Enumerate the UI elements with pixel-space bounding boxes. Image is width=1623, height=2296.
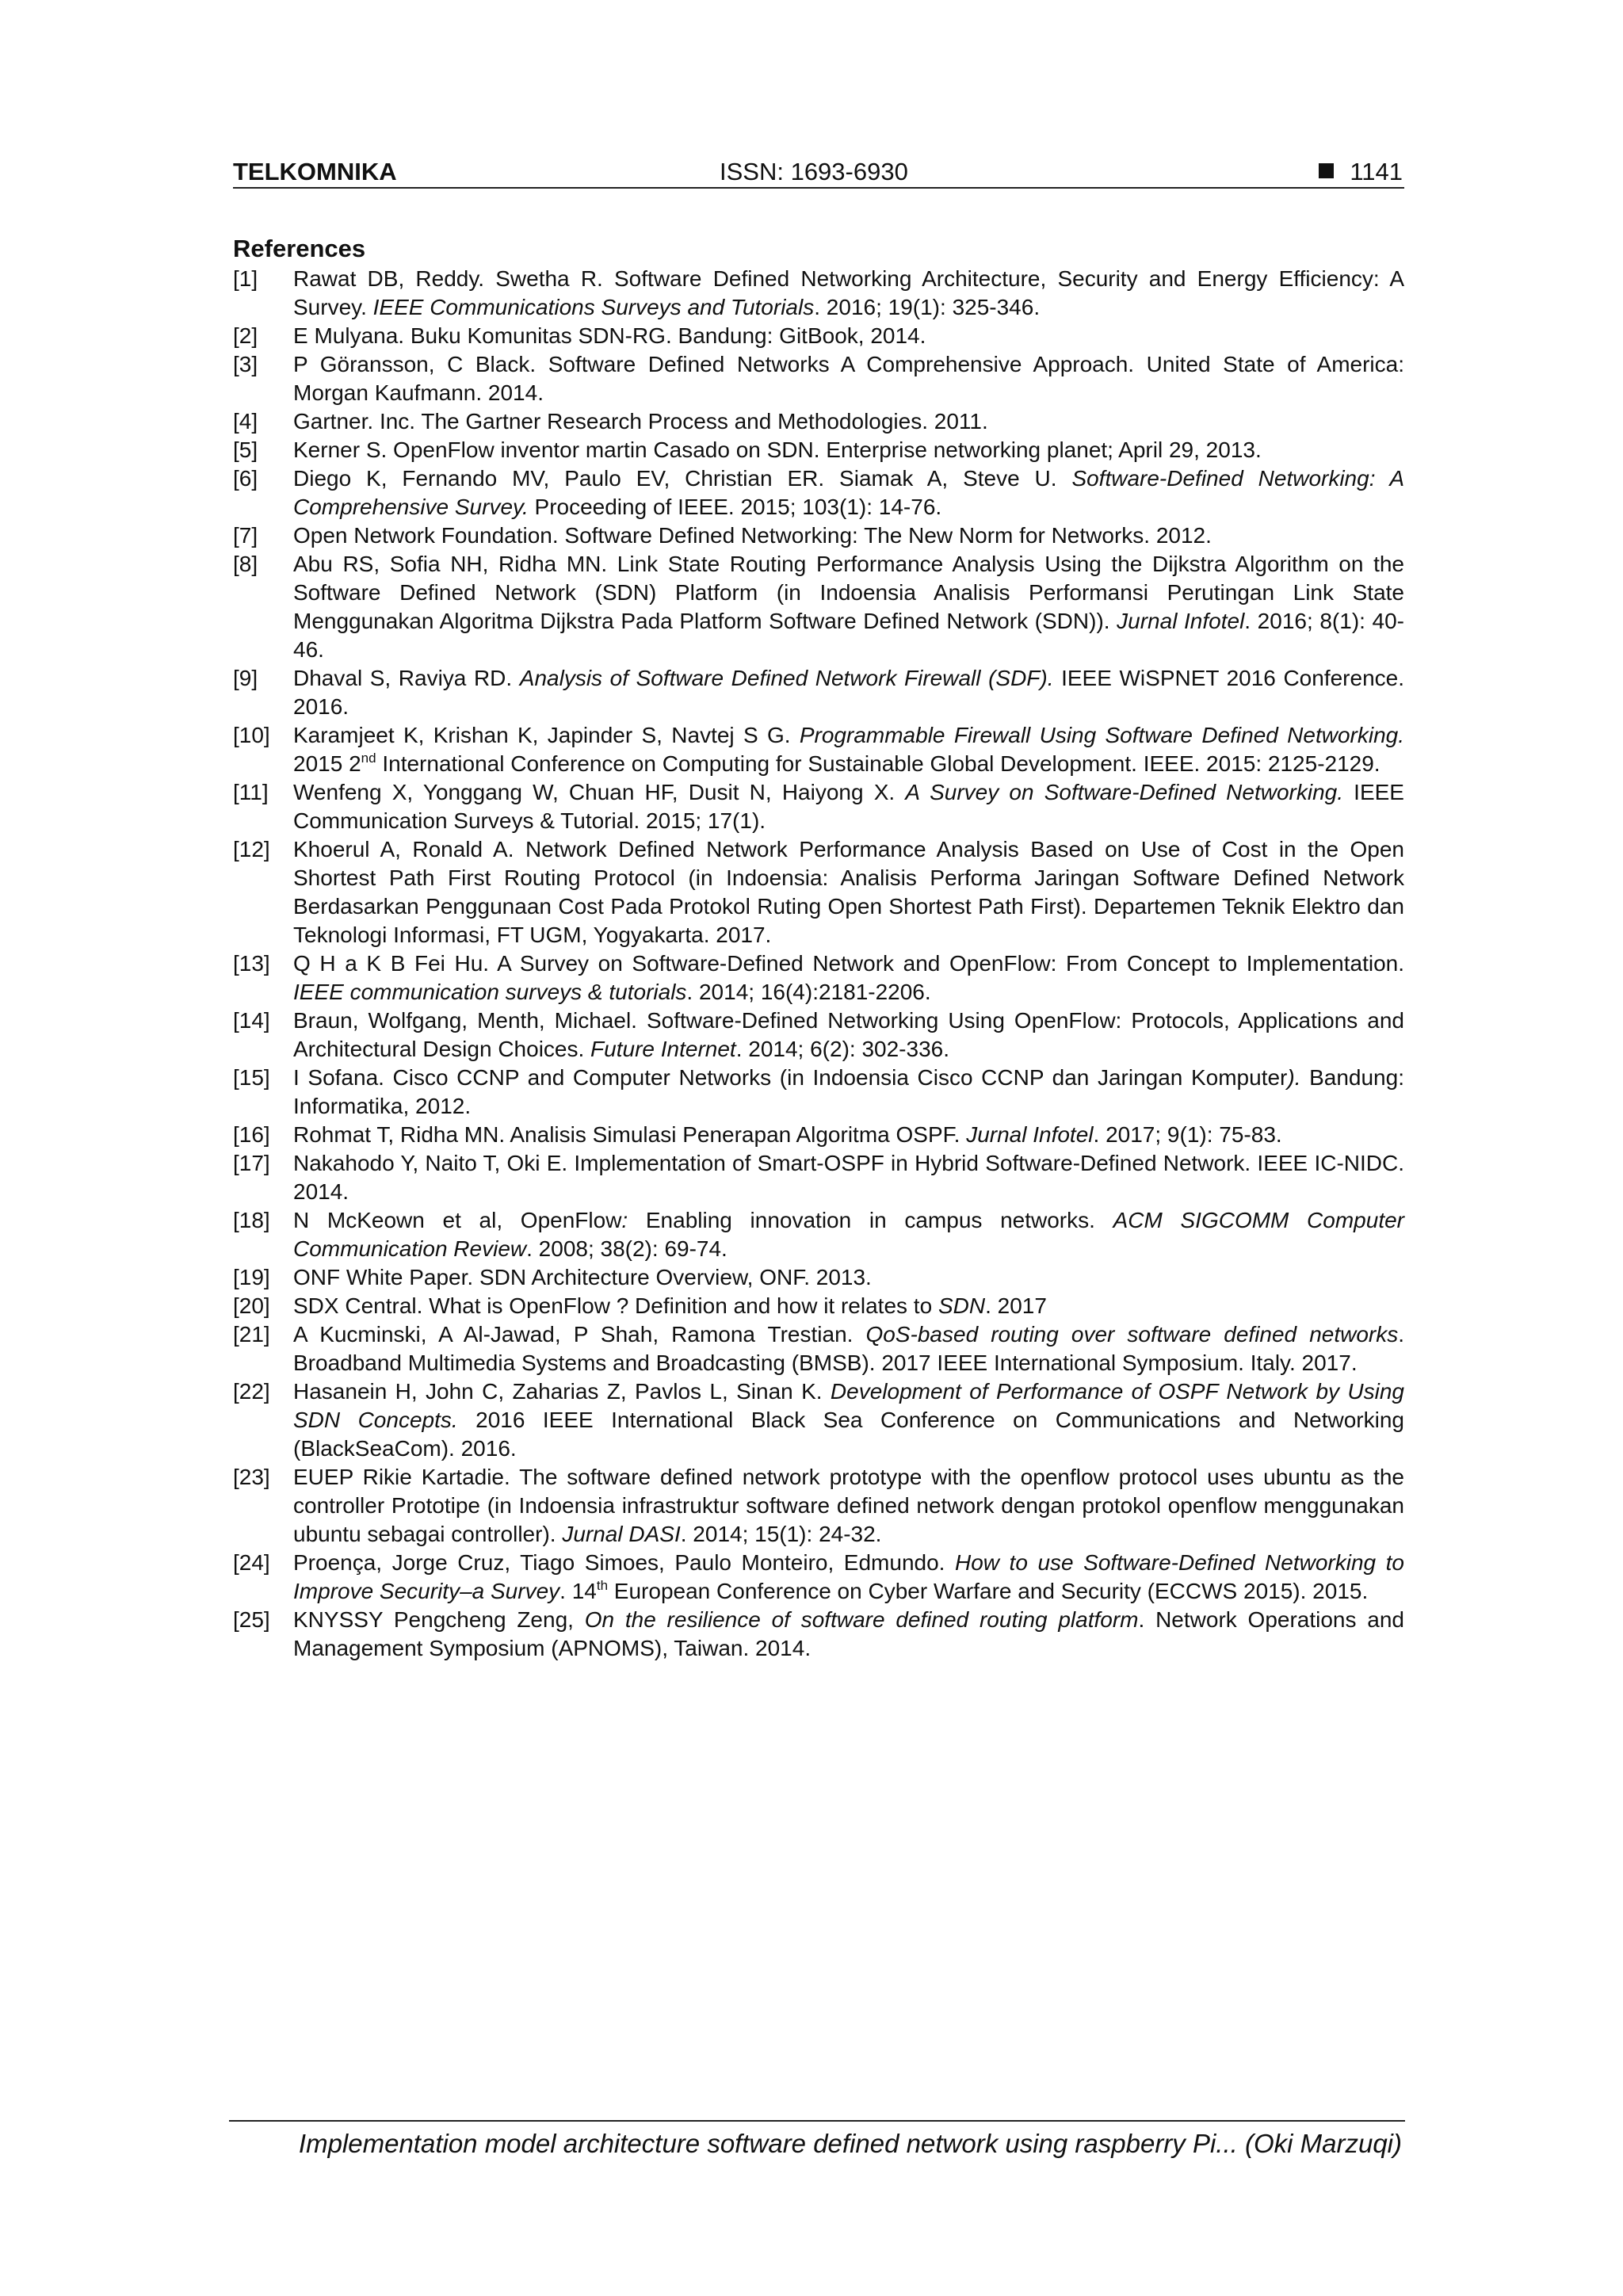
reference-text-segment: Proença, Jorge Cruz, Tiago Simoes, Paulo Monteiro, Edmundo. (293, 1550, 955, 1575)
reference-number: [2] (233, 323, 258, 348)
reference-text-segment: European Conference on Cyber Warfare and Security (ECCWS 2015). 2015. (608, 1579, 1369, 1603)
reference-number: [8] (233, 552, 258, 576)
reference-number: [25] (233, 1607, 270, 1632)
reference-item (233, 1007, 1404, 1064)
reference-item (233, 778, 1404, 835)
footer-running-title: Implementation model architecture software defined network using raspberry Pi... (Oki Marzuqi) (298, 2129, 1402, 2158)
reference-superscript: th (596, 1578, 609, 1593)
reference-text (293, 1065, 1404, 1118)
page-number-block (1319, 157, 1403, 187)
reference-text-segment: Karamjeet K, Krishan K, Japinder S, Navtej S G. (293, 723, 800, 747)
reference-italic-text: SDN (938, 1293, 986, 1318)
reference-text-segment: Nakahodo Y, Naito T, Oki E. Implementation of Smart-OSPF in Hybrid Software-Defined Network. IEEE IC-NIDC. 2014. (293, 1151, 1404, 1204)
reference-italic-text: How to use Software-Defined Networking to Improve Security–a Survey (293, 1550, 1404, 1603)
reference-text-segment: . 14 (559, 1579, 597, 1603)
reference-text (293, 1379, 1404, 1461)
reference-text-segment: I Sofana. Cisco CCNP and Computer Networks (in Indoensia Cisco CCNP dan Jaringan Komputer (293, 1065, 1288, 1090)
reference-text (293, 723, 1404, 776)
reference-text (293, 1151, 1404, 1204)
reference-item (233, 949, 1404, 1007)
reference-text-segment: Kerner S. OpenFlow inventor martin Casado on SDN. Enterprise networking planet; April 29, 2013. (293, 437, 1262, 462)
page-number: 1141 (1350, 158, 1403, 185)
reference-text (293, 1465, 1404, 1546)
reference-item (233, 550, 1404, 664)
reference-text (293, 1550, 1404, 1603)
reference-number: [12] (233, 837, 270, 861)
reference-number: [15] (233, 1065, 270, 1090)
reference-text (293, 552, 1404, 662)
reference-text-segment: . 2016; 8(1): 40-46. (293, 609, 1404, 662)
reference-text-segment: Braun, Wolfgang, Menth, Michael. Software-Defined Networking Using OpenFlow: Protocols, Applications and Architectural Design Choices. (293, 1008, 1404, 1061)
reference-number: [3] (233, 352, 258, 376)
reference-item (233, 1121, 1404, 1149)
reference-text-segment: ONF White Paper. SDN Architecture Overview, ONF. 2013. (293, 1265, 872, 1289)
reference-number: [11] (233, 780, 269, 804)
reference-item (233, 436, 1404, 464)
square-bullet-icon (1319, 163, 1334, 178)
reference-number: [24] (233, 1550, 270, 1575)
reference-italic-text: Future Internet (590, 1037, 736, 1061)
reference-item (233, 1463, 1404, 1549)
reference-number: [16] (233, 1122, 270, 1147)
reference-italic-text: Jurnal DASI (562, 1522, 681, 1546)
reference-item (233, 1206, 1404, 1263)
reference-italic-text: IEEE communication surveys & tutorials (293, 980, 687, 1004)
reference-italic-text: ). (1287, 1065, 1301, 1090)
reference-text-segment: IEEE WiSPNET 2016 Conference. 2016. (293, 666, 1404, 719)
reference-number: [18] (233, 1208, 270, 1232)
reference-text-segment: Bandung: Informatika, 2012. (293, 1065, 1404, 1118)
reference-number: [6] (233, 466, 258, 491)
reference-text-segment: . Network Operations and Management Symposium (APNOMS), Taiwan. 2014. (293, 1607, 1405, 1660)
reference-italic-text: Software-Defined Networking: A Comprehensive Survey. (293, 466, 1404, 519)
reference-text-segment: . 2008; 38(2): 69-74. (526, 1236, 727, 1261)
reference-italic-text: Jurnal Infotel (966, 1122, 1094, 1147)
references-heading: References (233, 235, 366, 262)
reference-text-segment: . 2016; 19(1): 325-346. (814, 295, 1041, 319)
reference-number: [13] (233, 951, 270, 976)
reference-text-segment: Khoerul A, Ronald A. Network Defined Network Performance Analysis Based on Use of Cost in the Open Shortest Path First Routing Protocol (in Indoensia: Analisis Performa Jaringan Software Defined Network Berdasarkan Penggunaan Cost Pada Protokol Ruting Open Shortest Path First). Departemen Teknik Elektro dan Teknologi Informasi, FT UGM, Yogyakarta. 2017. (293, 837, 1404, 947)
reference-text-segment: Open Network Foundation. Software Defined Networking: The New Norm for Networks. 2012. (293, 523, 1212, 548)
reference-item (233, 350, 1404, 407)
reference-text-segment: A Kucminski, A Al-Jawad, P Shah, Ramona Trestian. (293, 1322, 866, 1347)
reference-number: [10] (233, 723, 270, 747)
reference-text-segment: IEEE Communication Surveys & Tutorial. 2015; 17(1). (293, 780, 1404, 833)
reference-text-segment: Proceeding of IEEE. 2015; 103(1): 14-76. (528, 495, 942, 519)
reference-number: [5] (233, 437, 258, 462)
reference-number: [19] (233, 1265, 270, 1289)
reference-text-segment: International Conference on Computing for Sustainable Global Development. IEEE. 2015: 2125-2129. (376, 751, 1381, 776)
reference-text-segment: . 2017; 9(1): 75-83. (1093, 1122, 1282, 1147)
reference-text-segment: . 2017 (985, 1293, 1047, 1318)
reference-italic-text: Programmable Firewall Using Software Defined Networking. (799, 723, 1404, 747)
reference-number: [22] (233, 1379, 270, 1404)
reference-text-segment: Dhaval S, Raviya RD. (293, 666, 520, 690)
reference-item (233, 835, 1404, 949)
reference-text-segment: N McKeown et al, OpenFlow (293, 1208, 622, 1232)
reference-number: [17] (233, 1151, 270, 1175)
reference-text (293, 409, 988, 434)
reference-text-segment: Gartner. Inc. The Gartner Research Process and Methodologies. 2011. (293, 409, 988, 434)
reference-item (233, 464, 1404, 521)
reference-item (233, 664, 1404, 721)
reference-text-segment: . 2014; 6(2): 302-336. (735, 1037, 949, 1061)
reference-item (233, 1263, 1404, 1292)
reference-text-segment: . 2014; 15(1): 24-32. (680, 1522, 882, 1546)
reference-text-segment: Hasanein H, John C, Zaharias Z, Pavlos L, Sinan K. (293, 1379, 831, 1404)
reference-text (293, 466, 1404, 519)
reference-text (293, 1122, 1282, 1147)
reference-text (293, 1008, 1404, 1061)
reference-text-segment: Q H a K B Fei Hu. A Survey on Software-Defined Network and OpenFlow: From Concept to Implementation. (293, 951, 1404, 976)
reference-number: [21] (233, 1322, 270, 1347)
reference-item (233, 407, 1404, 436)
reference-text (293, 951, 1404, 1004)
reference-text (293, 1208, 1404, 1261)
reference-text (293, 1607, 1404, 1660)
reference-number: [14] (233, 1008, 270, 1033)
reference-text-segment: KNYSSY Pengcheng Zeng, (293, 1607, 585, 1632)
reference-italic-text: IEEE Communications Surveys and Tutorials (372, 295, 815, 319)
reference-text (293, 780, 1404, 833)
reference-number: [1] (233, 266, 258, 291)
reference-text-segment: E Mulyana. Buku Komunitas SDN-RG. Bandung: GitBook, 2014. (293, 323, 926, 348)
reference-text-segment: . 2014; 16(4):2181-2206. (686, 980, 931, 1004)
reference-italic-text: Jurnal Infotel (1117, 609, 1245, 633)
reference-text (293, 437, 1262, 462)
reference-italic-text: : (621, 1208, 628, 1232)
reference-italic-text: ACM SIGCOMM Computer Communication Review (293, 1208, 1404, 1261)
reference-text-segment: Rohmat T, Ridha MN. Analisis Simulasi Penerapan Algoritma OSPF. (293, 1122, 967, 1147)
reference-item (233, 721, 1404, 778)
reference-superscript: nd (361, 751, 376, 766)
reference-text (293, 352, 1404, 405)
reference-text (293, 1322, 1404, 1375)
reference-text (293, 1265, 872, 1289)
page-footer (229, 2120, 1405, 2161)
reference-number: [7] (233, 523, 258, 548)
reference-text (293, 523, 1212, 548)
reference-item (233, 1064, 1404, 1121)
reference-text (293, 837, 1404, 947)
reference-item (233, 1377, 1404, 1463)
reference-item (233, 1320, 1404, 1377)
reference-text-segment: . Broadband Multimedia Systems and Broadcasting (BMSB). 2017 IEEE International Symposium. Italy. 2017. (293, 1322, 1405, 1375)
issn-label: ISSN: 1693-6930 (720, 158, 908, 185)
page-header (233, 157, 1404, 189)
reference-text-segment: Rawat DB, Reddy. Swetha R. Software Defined Networking Architecture, Security and Energy Efficiency: A Survey. (293, 266, 1404, 319)
reference-text-segment: 2016 IEEE International Black Sea Conference on Communications and Networking (BlackSeaCom). 2016. (293, 1408, 1405, 1461)
reference-text-segment: Abu RS, Sofia NH, Ridha MN. Link State Routing Performance Analysis Using the Dijkstra Algorithm on the Software Defined Network (SDN) Platform (in Indoensia Analisis Performansi Perutingan Link State Menggunakan Algoritma Dijkstra Pada Platform Software Defined Network (SDN)). (293, 552, 1404, 633)
reference-number: [4] (233, 409, 258, 434)
reference-text-segment: Wenfeng X, Yonggang W, Chuan HF, Dusit N, Haiyong X. (293, 780, 906, 804)
reference-list (233, 265, 1404, 1663)
reference-number: [20] (233, 1293, 270, 1318)
reference-item (233, 521, 1404, 550)
reference-item (233, 1292, 1404, 1320)
reference-item (233, 1606, 1404, 1663)
reference-italic-text: On the resilience of software defined routing platform (584, 1607, 1139, 1632)
reference-italic-text: Analysis of Software Defined Network Firewall (SDF). (519, 666, 1054, 690)
reference-text-segment: Diego K, Fernando MV, Paulo EV, Christian ER. Siamak A, Steve U. (293, 466, 1072, 491)
reference-text-segment: P Göransson, C Black. Software Defined Networks A Comprehensive Approach. United State of America: Morgan Kaufmann. 2014. (293, 352, 1404, 405)
reference-italic-text: A Survey on Software-Defined Networking. (905, 780, 1344, 804)
reference-number: [23] (233, 1465, 270, 1489)
reference-text-segment: Enabling innovation in campus networks. (628, 1208, 1113, 1232)
reference-text (293, 666, 1404, 719)
reference-text-segment: 2015 2 (293, 751, 361, 776)
journal-name: TELKOMNIKA (233, 158, 397, 185)
reference-italic-text: QoS-based routing over software defined networks (865, 1322, 1399, 1347)
reference-number: [9] (233, 666, 258, 690)
reference-text (293, 266, 1404, 319)
reference-text-segment: SDX Central. What is OpenFlow ? Definition and how it relates to (293, 1293, 938, 1318)
reference-text (293, 323, 926, 348)
reference-text (293, 1293, 1047, 1318)
reference-item (233, 1549, 1404, 1606)
reference-text-segment: EUEP Rikie Kartadie. The software defined network prototype with the openflow protocol uses ubuntu as the controller Prototipe (in Indoensia infrastruktur software defined network dengan protokol openflow menggunakan ubuntu sebagai controller). (293, 1465, 1404, 1546)
reference-item (233, 265, 1404, 322)
reference-italic-text: Development of Performance of OSPF Network by Using SDN Concepts. (293, 1379, 1404, 1432)
reference-item (233, 322, 1404, 350)
reference-item (233, 1149, 1404, 1206)
